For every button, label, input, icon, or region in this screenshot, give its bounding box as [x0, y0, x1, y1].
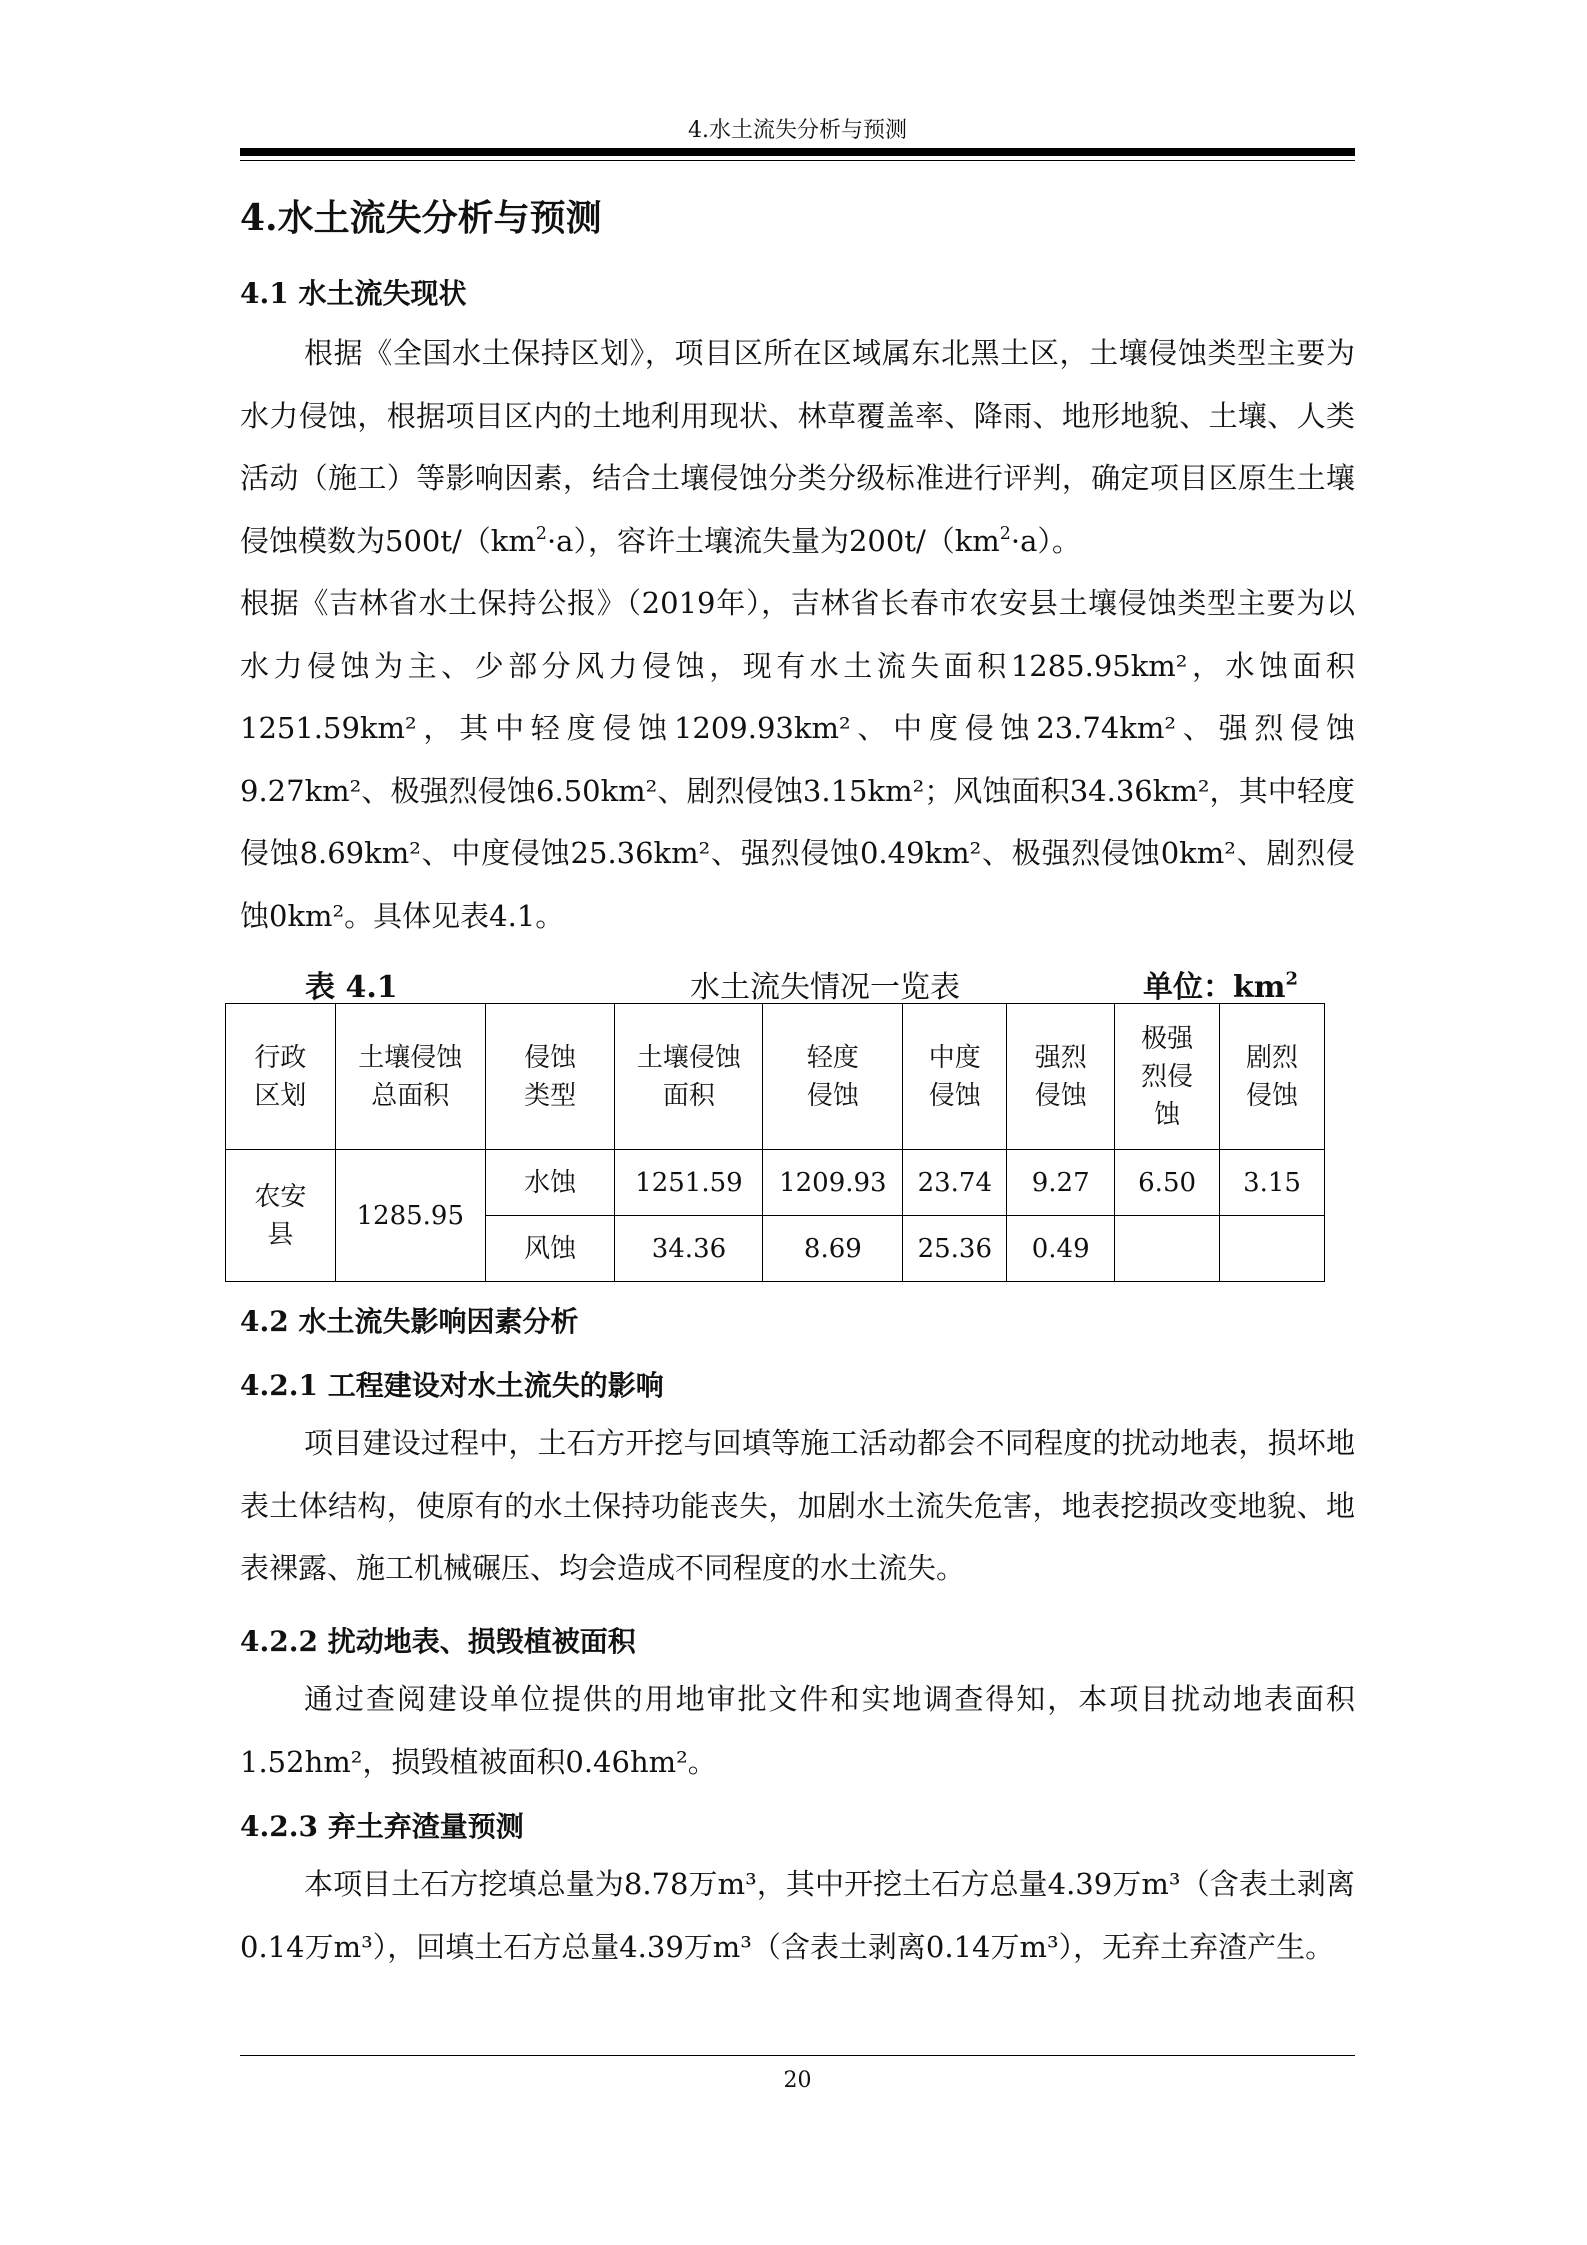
area-cell: 34.36: [615, 1216, 763, 1282]
table-header-cell: [763, 1004, 903, 1150]
type-cell: 水蚀: [485, 1150, 615, 1216]
table-header-cell: [1007, 1004, 1115, 1150]
table-header-cell: [1115, 1004, 1220, 1150]
table-header-row: [226, 1004, 1325, 1150]
paragraph-4-2-2: [240, 1668, 1355, 1793]
paragraph-4-2-3-text: 本项目土石方挖填总量为8.78万m³，其中开挖土石方总量4.39万m³（含表土剥离0.14万m³），回填土石方总量4.39万m³（含表土剥离0.14万m³），无弃土弃渣产生。: [240, 1867, 1355, 1964]
header-line: 区划: [254, 1080, 307, 1111]
strong-cell: 9.27: [1007, 1150, 1115, 1216]
table-title: 水土流失情况一览表: [690, 970, 960, 1005]
header-line: 侵蚀: [1246, 1080, 1299, 1111]
light-cell: 8.69: [763, 1216, 903, 1282]
header-line: 蚀: [1154, 1099, 1181, 1130]
header-line: 侵蚀: [1034, 1080, 1087, 1111]
heading-4-1: 4.1 水土流失现状: [240, 277, 467, 310]
header-line: 侵蚀: [806, 1080, 859, 1111]
total-cell: 1285.95: [335, 1150, 485, 1282]
header-line: 行政: [254, 1042, 307, 1073]
header-line: 极强: [1141, 1023, 1194, 1054]
very-strong-cell: 6.50: [1115, 1150, 1220, 1216]
header-line: 土壤侵蚀: [636, 1042, 741, 1073]
paragraph-4-2-1: [240, 1412, 1355, 1600]
severe-cell: [1220, 1216, 1325, 1282]
paragraph-4-2-2-text: 通过查阅建设单位提供的用地审批文件和实地调查得知，本项目扰动地表面积1.52hm²，损毁植被面积0.46hm²。: [240, 1682, 1355, 1779]
heading-4-2-2: 4.2.2 扰动地表、损毁植被面积: [240, 1625, 636, 1658]
table-header-cell: [615, 1004, 763, 1150]
header-rule-thick: [240, 148, 1355, 156]
table-header-cell: [903, 1004, 1007, 1150]
table-number: 表 4.1: [305, 970, 398, 1005]
table-row: [226, 1150, 1325, 1216]
paragraph-4-1-b: 根据《吉林省水土保持公报》（2019年），吉林省长春市农安县土壤侵蚀类型主要为以水力侵蚀为主、少部分风力侵蚀，现有水土流失面积1285.95km²，水蚀面积1251.59km²，其中轻度侵蚀1209.93km²、中度侵蚀23.74km²、强烈侵蚀9.27km²、极强烈侵蚀6.50km²、剧烈侵蚀3.15km²；风蚀面积34.36km²，其中轻度侵蚀8.69km²、中度侵蚀25.36km²、强烈侵蚀0.49km²、极强烈侵蚀0km²、剧烈侵蚀0km²。具体见表4.1。: [240, 586, 1355, 933]
strong-cell: 0.49: [1007, 1216, 1115, 1282]
area-cell: 1251.59: [615, 1150, 763, 1216]
type-cell: 风蚀: [485, 1216, 615, 1282]
moderate-cell: 25.36: [903, 1216, 1007, 1282]
header-title: 4.水土流失分析与预测: [688, 118, 907, 143]
moderate-cell: 23.74: [903, 1150, 1007, 1216]
header-line: 烈侵: [1141, 1061, 1194, 1092]
header-line: 总面积: [371, 1080, 450, 1111]
page-number: 20: [783, 2068, 812, 2093]
header-rule-thin: [240, 160, 1355, 161]
heading-4-2-3: 4.2.3 弃土弃渣量预测: [240, 1810, 524, 1843]
section-title: 4.水土流失分析与预测: [240, 197, 602, 239]
light-cell: 1209.93: [763, 1150, 903, 1216]
header-line: 土壤侵蚀: [358, 1042, 463, 1073]
table-header-cell: [226, 1004, 336, 1150]
header-line: 类型: [524, 1080, 577, 1111]
header-line: 侵蚀: [524, 1042, 577, 1073]
header-line: 中度: [928, 1042, 981, 1073]
header-line: 强烈: [1034, 1042, 1087, 1073]
severe-cell: 3.15: [1220, 1150, 1325, 1216]
paragraph-4-2-3: [240, 1853, 1355, 1978]
table-unit: 单位：$km^2$: [1143, 968, 1299, 1005]
table-header-cell: [335, 1004, 485, 1150]
heading-4-2-1: 4.2.1 工程建设对水土流失的影响: [240, 1369, 664, 1402]
header-line: 剧烈: [1246, 1042, 1299, 1073]
footer-rule: [240, 2055, 1355, 2056]
table-header-cell: [485, 1004, 615, 1150]
header-line: 侵蚀: [928, 1080, 981, 1111]
heading-4-2: 4.2 水土流失影响因素分析: [240, 1305, 579, 1338]
paragraph-4-2-1-text: 项目建设过程中，土石方开挖与回填等施工活动都会不同程度的扰动地表，损坏地表土体结构，使原有的水土保持功能丧失，加剧水土流失危害，地表挖损改变地貌、地表裸露、施工机械碾压、均会造成不同程度的水土流失。: [240, 1426, 1355, 1585]
erosion-table: [225, 1003, 1325, 1282]
table-header-cell: [1220, 1004, 1325, 1150]
region-cell: 农安 县: [226, 1150, 336, 1282]
header-line: 轻度: [806, 1042, 859, 1073]
paragraph-4-1: [240, 322, 1355, 947]
paragraph-4-1-a: 根据《全国水土保持区划》，项目区所在区域属东北黑土区，土壤侵蚀类型主要为水力侵蚀，根据项目区内的土地利用现状、林草覆盖率、降雨、地形地貌、土壤、人类活动（施工）等影响因素，结合土壤侵蚀分类分级标准进行评判，确定项目区原生土壤侵蚀模数为$500t/(km^2\cdot a)$，容许土壤流失量为$200t/(km^2\cdot a)$。: [240, 336, 1355, 558]
very-strong-cell: [1115, 1216, 1220, 1282]
header-line: 面积: [662, 1080, 715, 1111]
